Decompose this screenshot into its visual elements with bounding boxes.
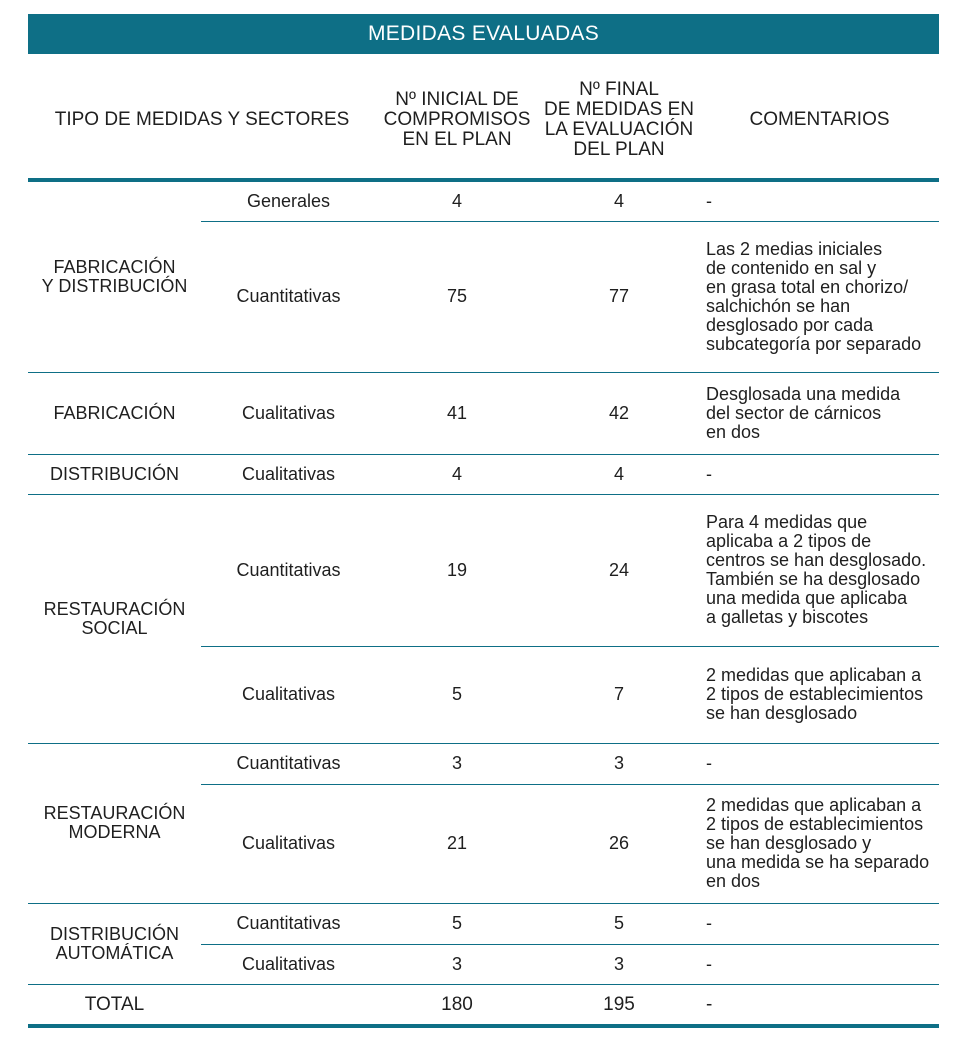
final-cell: 3	[538, 944, 700, 984]
sector-cell: RESTAURACIÓN SOCIAL	[28, 494, 201, 743]
tipo-cell: Cuantitativas	[201, 221, 376, 372]
table-title-banner: MEDIDAS EVALUADAS	[28, 14, 939, 54]
inicial-cell: 3	[376, 743, 538, 784]
inicial-cell: 75	[376, 221, 538, 372]
measures-table	[28, 62, 939, 1028]
tipo-cell: Cualitativas	[201, 944, 376, 984]
table-row	[28, 180, 939, 221]
inicial-cell: 3	[376, 944, 538, 984]
tipo-cell: Cualitativas	[201, 372, 376, 454]
table-row	[28, 743, 939, 784]
final-cell: 24	[538, 494, 700, 646]
inicial-cell: 21	[376, 784, 538, 903]
final-cell: 26	[538, 784, 700, 903]
comentario-cell: -	[700, 743, 939, 784]
header-final: Nº FINAL DE MEDIDAS EN LA EVALUACIÓN DEL PLAN	[538, 62, 700, 180]
final-cell: 4	[538, 454, 700, 494]
sector-cell: DISTRIBUCIÓN	[28, 454, 201, 494]
header-row	[28, 62, 939, 180]
final-cell: 5	[538, 903, 700, 944]
total-comentario: -	[700, 984, 939, 1026]
comentario-cell: -	[700, 454, 939, 494]
total-label: TOTAL	[28, 984, 201, 1026]
inicial-cell: 19	[376, 494, 538, 646]
tipo-cell: Cualitativas	[201, 784, 376, 903]
comentario-cell: -	[700, 180, 939, 221]
tipo-cell: Cuantitativas	[201, 743, 376, 784]
sector-cell: DISTRIBUCIÓN AUTOMÁTICA	[28, 903, 201, 984]
comentario-cell: -	[700, 903, 939, 944]
inicial-cell: 5	[376, 903, 538, 944]
inicial-cell: 4	[376, 180, 538, 221]
final-cell: 42	[538, 372, 700, 454]
total-final: 195	[538, 984, 700, 1026]
header-inicial: Nº INICIAL DE COMPROMISOS EN EL PLAN	[376, 62, 538, 180]
final-cell: 77	[538, 221, 700, 372]
sector-cell: FABRICACIÓN	[28, 372, 201, 454]
tipo-cell: Cuantitativas	[201, 494, 376, 646]
comentario-cell: Las 2 medias iniciales de contenido en sal y en grasa total en chorizo/ salchichón se han desglosado por cada subcategoría por separado	[700, 221, 939, 372]
tipo-cell: Generales	[201, 180, 376, 221]
comentario-cell: -	[700, 944, 939, 984]
header-tipo: TIPO DE MEDIDAS Y SECTORES	[28, 62, 376, 180]
table-row	[28, 494, 939, 646]
total-inicial: 180	[376, 984, 538, 1026]
inicial-cell: 5	[376, 646, 538, 743]
tipo-cell: Cualitativas	[201, 646, 376, 743]
final-cell: 7	[538, 646, 700, 743]
comentario-cell: 2 medidas que aplicaban a 2 tipos de establecimientos se han desglosado y una medida se ha separado en dos	[700, 784, 939, 903]
final-cell: 4	[538, 180, 700, 221]
comentario-cell: Desglosada una medida del sector de cárnicos en dos	[700, 372, 939, 454]
comentario-cell: Para 4 medidas que aplicaba a 2 tipos de centros se han desglosado. También se ha desglosado una medida que aplicaba a galletas y biscotes	[700, 494, 939, 646]
final-cell: 3	[538, 743, 700, 784]
inicial-cell: 41	[376, 372, 538, 454]
total-empty-cell	[201, 984, 376, 1026]
table-row	[28, 372, 939, 454]
header-comentarios: COMENTARIOS	[700, 62, 939, 180]
table-row	[28, 903, 939, 944]
tipo-cell: Cualitativas	[201, 454, 376, 494]
inicial-cell: 4	[376, 454, 538, 494]
total-row	[28, 984, 939, 1026]
sector-cell: FABRICACIÓN Y DISTRIBUCIÓN	[28, 180, 201, 372]
table-row	[28, 454, 939, 494]
tipo-cell: Cuantitativas	[201, 903, 376, 944]
sector-cell: RESTAURACIÓN MODERNA	[28, 743, 201, 903]
comentario-cell: 2 medidas que aplicaban a 2 tipos de establecimientos se han desglosado	[700, 646, 939, 743]
